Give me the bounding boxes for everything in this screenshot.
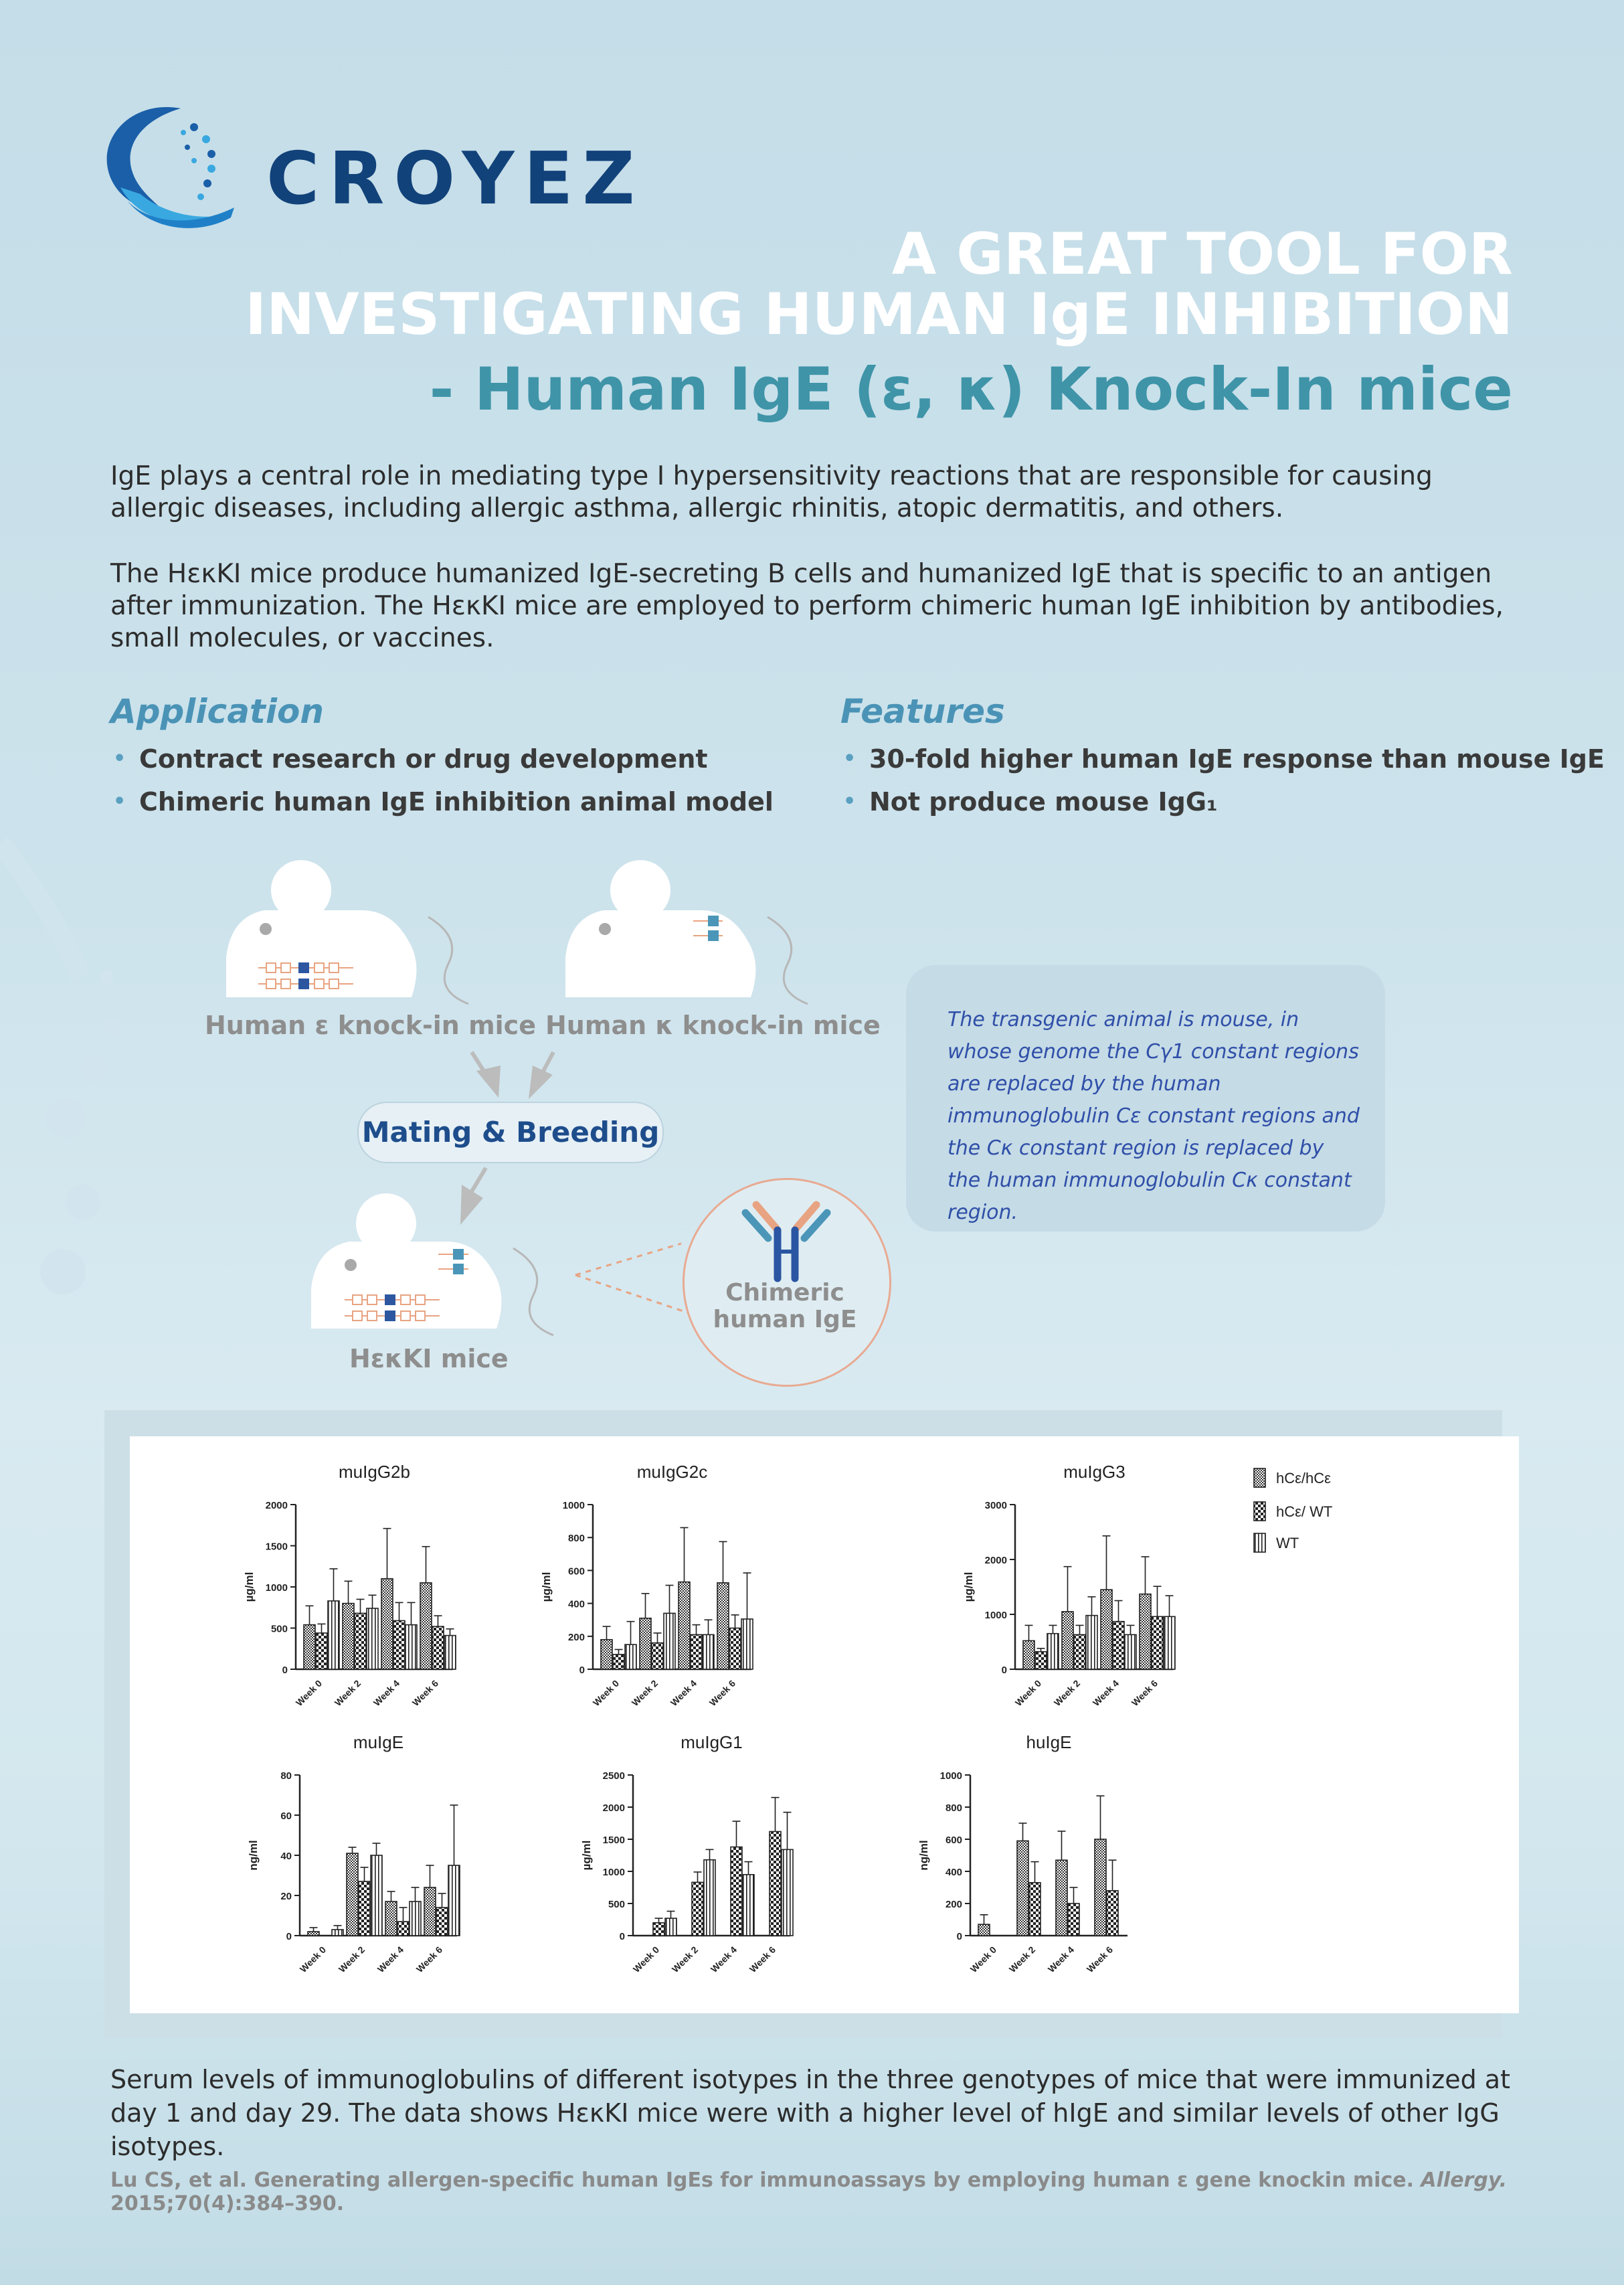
bar — [741, 1619, 753, 1669]
bar — [731, 1847, 742, 1936]
y-tick-label: 0 — [282, 1665, 288, 1676]
y-tick-label: 2000 — [602, 1802, 625, 1814]
bar — [359, 1881, 370, 1936]
chart-title: muIgG2c — [636, 1462, 708, 1482]
chart-muIgG1 — [580, 1732, 793, 1974]
chart-title: muIgG1 — [681, 1732, 743, 1752]
chart-muIgE — [247, 1732, 460, 1974]
chimeric-line-2: human IgE — [713, 1306, 857, 1333]
legend-swatch — [1254, 1502, 1265, 1521]
chart-muIgG2b — [243, 1462, 456, 1708]
bar — [367, 1608, 378, 1669]
x-tick-label: Week 0 — [630, 1944, 662, 1975]
bar — [1017, 1841, 1028, 1936]
bar — [1074, 1634, 1085, 1669]
bar — [432, 1626, 444, 1669]
bar — [717, 1583, 729, 1669]
features-item: • Not produce mouse IgG₁ — [840, 780, 1605, 823]
y-tick-label: 1500 — [265, 1541, 288, 1553]
bar — [1164, 1616, 1175, 1669]
bar — [1140, 1594, 1151, 1669]
bar — [1068, 1903, 1079, 1936]
bar — [405, 1625, 417, 1669]
legend-label: hCε/hCε — [1276, 1470, 1331, 1487]
x-tick-label: Week 0 — [590, 1677, 622, 1709]
x-tick-label: Week 2 — [669, 1944, 701, 1975]
features-item: • 30-fold higher human IgE response than mouse IgE — [840, 738, 1605, 780]
y-tick-label: 1000 — [939, 1770, 962, 1782]
y-tick-label: 1000 — [984, 1610, 1007, 1621]
bar — [691, 1634, 702, 1669]
x-tick-label: Week 0 — [293, 1677, 325, 1709]
bar — [1047, 1634, 1059, 1669]
bar — [371, 1855, 382, 1936]
bar — [444, 1636, 456, 1669]
bar — [1086, 1616, 1097, 1669]
brand-name: CROYEZ — [266, 137, 644, 221]
y-tick-label: 0 — [619, 1931, 625, 1942]
bar — [347, 1853, 358, 1936]
legend-swatch — [1254, 1533, 1265, 1552]
y-tick-label: 200 — [567, 1631, 585, 1643]
bar — [653, 1923, 664, 1936]
y-tick-label: 1000 — [562, 1500, 585, 1511]
bar — [665, 1918, 676, 1936]
bar — [1056, 1860, 1067, 1936]
x-tick-label: Week 6 — [414, 1944, 445, 1975]
y-tick-label: 400 — [945, 1867, 962, 1878]
y-tick-label: 0 — [579, 1665, 585, 1676]
bar — [308, 1932, 319, 1936]
page-subtitle: - Human IgE (ε, κ) Knock-In mice — [429, 355, 1513, 424]
y-tick-label: 1500 — [602, 1835, 625, 1846]
reference — [110, 2169, 1529, 2215]
y-tick-label: 600 — [567, 1565, 585, 1578]
x-tick-label: Week 2 — [336, 1944, 367, 1975]
x-tick-label: Week 6 — [707, 1677, 738, 1709]
x-tick-label: Week 2 — [629, 1677, 660, 1709]
y-tick-label: 3000 — [984, 1500, 1007, 1511]
y-tick-label: 2000 — [265, 1500, 288, 1511]
intro-paragraph-1: IgE plays a central role in mediating type I hypersensitivity reactions that are responsible for causing allergic diseases, including allergic asthma, allergic rhinitis, atopic dermatitis, and others. — [110, 461, 1433, 523]
bar — [978, 1924, 990, 1936]
bar — [704, 1860, 715, 1936]
bar — [782, 1849, 793, 1936]
legend-label: hCε/ WT — [1276, 1503, 1333, 1520]
chart-title: muIgG2b — [339, 1462, 410, 1482]
x-tick-label: Week 2 — [332, 1677, 363, 1709]
y-tick-label: 0 — [286, 1931, 292, 1942]
chart-title: muIgE — [353, 1732, 404, 1752]
bar — [397, 1922, 409, 1936]
bar — [1152, 1616, 1163, 1669]
intro-paragraph-2: The HεκKI mice produce humanized IgE-secreting B cells and humanized IgE that is specific to an antigen after immunization. The HεκKI mice are employed to perform chimeric human IgE inhibition by antibodies, small molecules, or vaccines. — [110, 559, 1504, 653]
application-heading: Application — [110, 692, 324, 731]
y-tick-label: 800 — [945, 1802, 962, 1814]
y-tick-label: 500 — [608, 1899, 625, 1910]
y-tick-label: 1000 — [602, 1867, 625, 1878]
y-tick-label: 40 — [280, 1851, 292, 1862]
mouse-epsilon-label: Human ε knock-in mice — [205, 1011, 536, 1040]
bar — [436, 1908, 448, 1936]
bar — [1035, 1652, 1047, 1669]
y-tick-label: 0 — [1001, 1665, 1007, 1676]
bar — [381, 1579, 393, 1669]
bar — [1107, 1891, 1118, 1936]
reference-details: 2015;70(4):384–390. — [110, 2192, 345, 2215]
y-tick-label: 20 — [280, 1891, 292, 1902]
y-tick-label: 60 — [280, 1810, 292, 1822]
y-tick-label: 0 — [956, 1931, 962, 1942]
x-tick-label: Week 6 — [1129, 1677, 1160, 1709]
bar — [1113, 1622, 1124, 1669]
bar — [640, 1618, 651, 1669]
chart-huIgE — [917, 1732, 1127, 1974]
bar — [679, 1582, 690, 1669]
description-text: The transgenic animal is mouse, in whose genome the Cγ1 constant regions are replaced by the human immunoglobulin Cε constant regions and the Cκ constant region is replaced by the human immunoglobulin Cκ constant region. — [948, 1008, 1360, 1224]
bar — [355, 1613, 366, 1669]
bar — [664, 1613, 675, 1669]
y-axis-label: µg/ml — [580, 1840, 593, 1871]
chart-title: muIgG3 — [1063, 1462, 1125, 1482]
y-tick-label: 1000 — [265, 1582, 288, 1594]
chart-muIgG3 — [962, 1462, 1175, 1708]
bar — [385, 1901, 397, 1936]
x-tick-label: Week 0 — [1012, 1677, 1044, 1709]
x-tick-label: Week 4 — [371, 1677, 402, 1709]
title-line-2: INVESTIGATING HUMAN IgE INHIBITION — [245, 281, 1513, 348]
y-tick-label: 200 — [945, 1899, 962, 1910]
bar — [1125, 1634, 1136, 1669]
application-item: • Contract research or drug development — [110, 738, 774, 780]
bar — [1029, 1883, 1041, 1936]
x-tick-label: Week 4 — [668, 1677, 699, 1709]
x-tick-label: Week 4 — [708, 1944, 739, 1975]
bar — [328, 1601, 339, 1669]
bar — [770, 1831, 781, 1936]
y-tick-label: 800 — [567, 1533, 585, 1545]
chart-muIgG2c — [540, 1462, 753, 1708]
y-axis-label: µg/ml — [540, 1572, 553, 1602]
y-axis-label: µg/ml — [243, 1572, 256, 1602]
y-tick-label: 80 — [280, 1770, 292, 1782]
bar — [1023, 1640, 1034, 1669]
legend-swatch — [1254, 1468, 1265, 1487]
chart-title: huIgE — [1026, 1732, 1072, 1752]
x-tick-label: Week 6 — [410, 1677, 441, 1709]
bar — [343, 1604, 354, 1669]
bar — [393, 1620, 405, 1669]
y-axis-label: ng/ml — [247, 1840, 260, 1871]
y-tick-label: 2500 — [602, 1770, 625, 1782]
y-tick-label: 2000 — [984, 1555, 1007, 1566]
legend-label: WT — [1276, 1535, 1299, 1551]
x-tick-label: Week 4 — [1045, 1944, 1077, 1975]
x-tick-label: Week 6 — [1084, 1944, 1115, 1975]
title-line-1: A GREAT TOOL FOR — [891, 221, 1513, 288]
bar — [652, 1643, 663, 1669]
y-tick-label: 600 — [945, 1835, 962, 1846]
y-axis-label: µg/ml — [962, 1572, 975, 1602]
mating-breeding-badge: Mating & Breeding — [357, 1102, 664, 1163]
bar — [304, 1625, 315, 1669]
bar — [1095, 1839, 1106, 1936]
x-tick-label: Week 4 — [1090, 1677, 1121, 1709]
bar — [625, 1644, 636, 1669]
mouse-kappa-label: Human κ knock-in mice — [545, 1011, 881, 1040]
x-tick-label: Week 4 — [375, 1944, 406, 1975]
bar — [420, 1583, 432, 1669]
bar — [743, 1875, 754, 1936]
hek-mouse-label: HεκKI mice — [349, 1344, 509, 1373]
y-tick-label: 400 — [567, 1598, 585, 1610]
x-tick-label: Week 2 — [1006, 1944, 1038, 1975]
x-tick-label: Week 2 — [1051, 1677, 1083, 1709]
chimeric-line-1: Chimeric — [725, 1279, 844, 1306]
x-tick-label: Week 0 — [968, 1944, 999, 1975]
bar — [448, 1865, 460, 1936]
reference-authors-title: Lu CS, et al. Generating allergen-specific human IgEs for immunoassays by employing human ε gene knockin mice. — [110, 2169, 1414, 2192]
bar — [1062, 1612, 1073, 1669]
bar — [729, 1628, 741, 1670]
x-tick-label: Week 0 — [297, 1944, 329, 1975]
figure-caption: Serum levels of immunoglobulins of different isotypes in the three genotypes of mice that were immunized at day 1 and day 29. The data shows HεκKI mice were with a higher level of hIgE and similar levels of other IgG isotypes. — [110, 2065, 1510, 2161]
bar — [410, 1901, 421, 1936]
bar — [692, 1882, 703, 1936]
bar — [1101, 1590, 1112, 1669]
features-heading: Features — [840, 692, 1005, 731]
bar — [601, 1640, 612, 1669]
y-tick-label: 500 — [270, 1623, 288, 1635]
bar — [332, 1930, 343, 1936]
chart-legend — [1254, 1468, 1332, 1552]
bar — [703, 1634, 714, 1669]
reference-journal: Allergy. — [1421, 2169, 1508, 2192]
application-item: • Chimeric human IgE inhibition animal model — [110, 780, 774, 823]
bar — [316, 1633, 327, 1669]
y-axis-label: ng/ml — [917, 1840, 930, 1871]
bar — [424, 1887, 436, 1936]
x-tick-label: Week 6 — [747, 1944, 778, 1975]
bar — [613, 1655, 624, 1669]
